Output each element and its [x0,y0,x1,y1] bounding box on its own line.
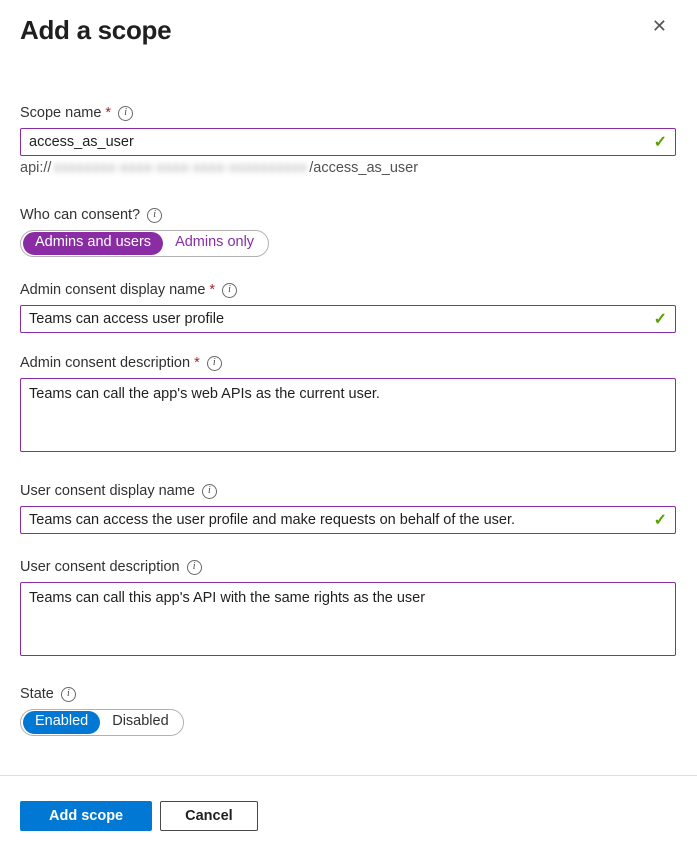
info-icon[interactable]: i [187,560,202,575]
admin-consent-description-input[interactable] [20,378,676,452]
scope-uri-redacted: xxxxxxxx-xxxx-xxxx-xxxx-xxxxxxxxxx [53,160,308,176]
who-can-consent-label: Who can consent? [20,207,141,223]
admin-consent-display-name-input[interactable] [20,305,676,333]
close-icon[interactable]: ✕ [651,16,667,36]
info-icon[interactable]: i [207,356,222,371]
state-label-row [20,684,676,704]
info-icon[interactable]: i [202,484,217,499]
admin-consent-display-name-field [20,280,676,333]
valid-check-icon: ✓ [653,134,667,151]
scope-name-label-row [20,103,676,123]
user-consent-description-label-row [20,557,676,577]
admin-consent-display-name-input-wrap [20,305,676,333]
scope-uri-suffix: /access_as_user [309,160,419,176]
valid-check-icon: ✓ [653,311,667,328]
info-icon[interactable]: i [222,283,237,298]
user-consent-display-name-field [20,481,676,534]
toggle-option-admins-and-users[interactable]: Admins and users [23,232,163,255]
scope-uri-preview [20,160,676,176]
user-consent-display-name-label-row [20,481,676,501]
required-marker: * [194,355,200,371]
info-icon[interactable]: i [118,106,133,121]
admin-consent-description-field [20,353,676,457]
toggle-option-disabled[interactable]: Disabled [100,711,180,734]
admin-consent-display-name-label: Admin consent display name [20,282,206,298]
state-label: State [20,686,54,702]
scope-name-input-wrap [20,128,676,156]
toggle-option-admins-only[interactable]: Admins only [163,232,266,255]
user-consent-description-label: User consent description [20,559,180,575]
user-consent-display-name-input[interactable] [20,506,676,534]
user-consent-description-input[interactable] [20,582,676,656]
who-can-consent-field [20,205,676,257]
scope-uri-prefix: api:// [20,160,52,176]
add-scope-button[interactable]: Add scope [20,801,152,831]
scope-name-label: Scope name [20,105,102,121]
admin-consent-display-name-label-row [20,280,676,300]
toggle-option-enabled[interactable]: Enabled [23,711,100,734]
required-marker: * [209,282,216,298]
required-marker: * [105,105,112,121]
scope-name-input[interactable] [20,128,676,156]
scope-name-field [20,103,676,176]
who-can-consent-label-row [20,205,676,225]
user-consent-display-name-input-wrap [20,506,676,534]
admin-consent-description-label-row [20,353,676,373]
user-consent-display-name-label: User consent display name [20,483,195,499]
admin-consent-description-label: Admin consent description [20,355,191,371]
panel-footer [0,775,697,844]
who-can-consent-toggle [20,230,269,257]
info-icon[interactable]: i [61,687,76,702]
info-icon[interactable]: i [147,208,162,223]
page-title: Add a scope [20,15,172,45]
cancel-button[interactable]: Cancel [160,801,258,831]
user-consent-description-field [20,557,676,661]
state-toggle [20,709,184,736]
state-field [20,684,676,736]
valid-check-icon: ✓ [653,512,667,529]
